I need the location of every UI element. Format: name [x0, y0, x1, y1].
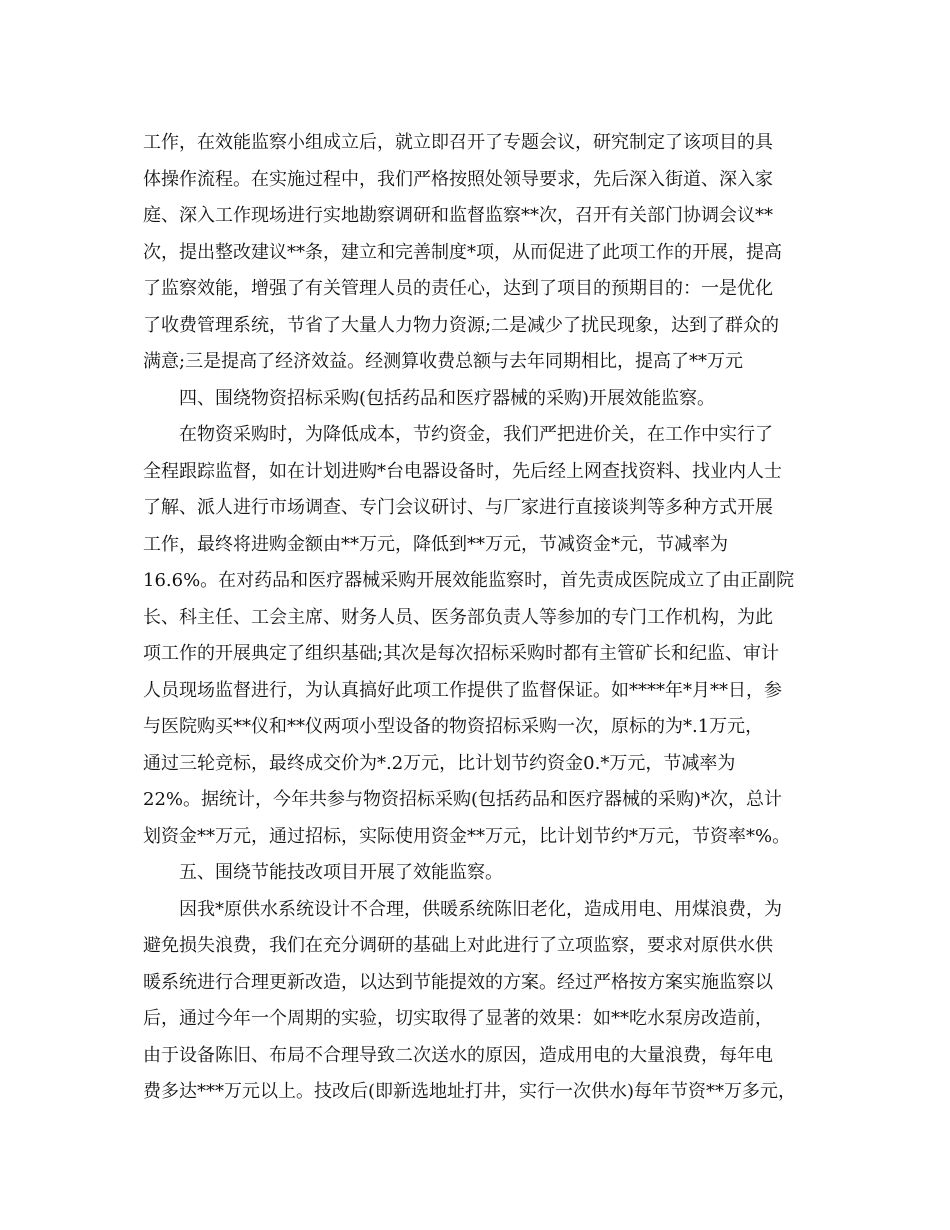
- text-line: 了收费管理系统，节省了大量人力物力资源;二是减少了扰民现象，达到了群众的: [143, 314, 780, 336]
- text-line: 与医院购买**仪和**仪两项小型设备的物资招标采购一次，原标的为*.1万元，: [143, 716, 764, 737]
- text-line: 满意;三是提高了经济效益。经测算收费总额与去年同期相比，提高了**万元: [143, 351, 744, 372]
- text-line: 庭、深入工作现场进行实地勘察调研和监督监察**次，召开有关部门协调会议**: [143, 205, 773, 226]
- text-line: 次，提出整改建议**条，建立和完善制度*项，从而促进了此项工作的开展，提高: [143, 241, 782, 263]
- text-line: 项工作的开展典定了组织基础;其次是每次招标采购时都有主管矿长和纪监、审计: [143, 643, 780, 664]
- text-line: 工作，最终将进购金额由**万元，降低到**万元，节减资金*元，节减率为: [143, 533, 728, 555]
- text-line: 长、科主任、工会主席、财务人员、医务部负责人等参加的专门工作机构，为此: [143, 606, 773, 628]
- paragraph-first-line: 在物资采购时，为降低成本，节约资金，我们严把进价关，在工作中实行了: [179, 424, 773, 445]
- text-line: 22%。据统计，今年共参与物资招标采购(包括药品和医疗器械的采购)*次，总计: [143, 789, 783, 810]
- text-line: 费多达***万元以上。技改后(即新选地址打井，实行一次供水)每年节资**万多元，: [143, 1081, 797, 1102]
- text-line: 16.6%。在对药品和医疗器械采购开展效能监察时，首先责成医院成立了由正副院: [143, 570, 795, 591]
- text-line: 人员现场监督进行，为认真搞好此项工作提供了监督保证。如****年*月**日，参: [143, 679, 782, 701]
- text-line: 划资金**万元，通过招标，实际使用资金**万元，比计划节约*万元，节资率*%。: [143, 825, 791, 847]
- text-line: 了监察效能，增强了有关管理人员的责任心，达到了项目的预期目的：一是优化: [143, 278, 773, 299]
- text-line: 体操作流程。在实施过程中，我们严格按照处领导要求，先后深入街道、深入家: [143, 168, 773, 190]
- text-line: 全程跟踪监督，如在计划进购*台电器设备时，先后经上网查找资料、找业内人士: [143, 460, 782, 482]
- text-line: 暖系统进行合理更新改造，以达到节能提效的方案。经过严格按方案实施监察以: [143, 971, 773, 993]
- paragraph-first-line: 四、围绕物资招标采购(包括药品和医疗器械的采购)开展效能监察。: [179, 387, 716, 409]
- paragraph-first-line: 因我*原供水系统设计不合理，供暖系统陈旧老化，造成用电、用煤浪费，为: [179, 898, 782, 920]
- text-line: 工作，在效能监察小组成立后，就立即召开了专题会议，研究制定了该项目的具: [143, 132, 773, 153]
- text-line: 通过三轮竞标，最终成交价为*.2万元，比计划节约资金0.*万元，节减率为: [143, 752, 736, 774]
- text-line: 后，通过今年一个周期的实验，切实取得了显著的效果：如**吃水泵房改造前，: [143, 1008, 773, 1029]
- document-body: [143, 125, 823, 1111]
- text-line: 由于设备陈旧、布局不合理导致二次送水的原因，造成用电的大量浪费，每年电: [143, 1044, 773, 1066]
- paragraph-first-line: 五、围绕节能技改项目开展了效能监察。: [179, 862, 503, 883]
- text-line: 了解、派人进行市场调查、专门会议研讨、与厂家进行直接谈判等多种方式开展: [143, 497, 773, 518]
- text-line: 避免损失浪费，我们在充分调研的基础上对此进行了立项监察，要求对原供水供: [143, 935, 773, 956]
